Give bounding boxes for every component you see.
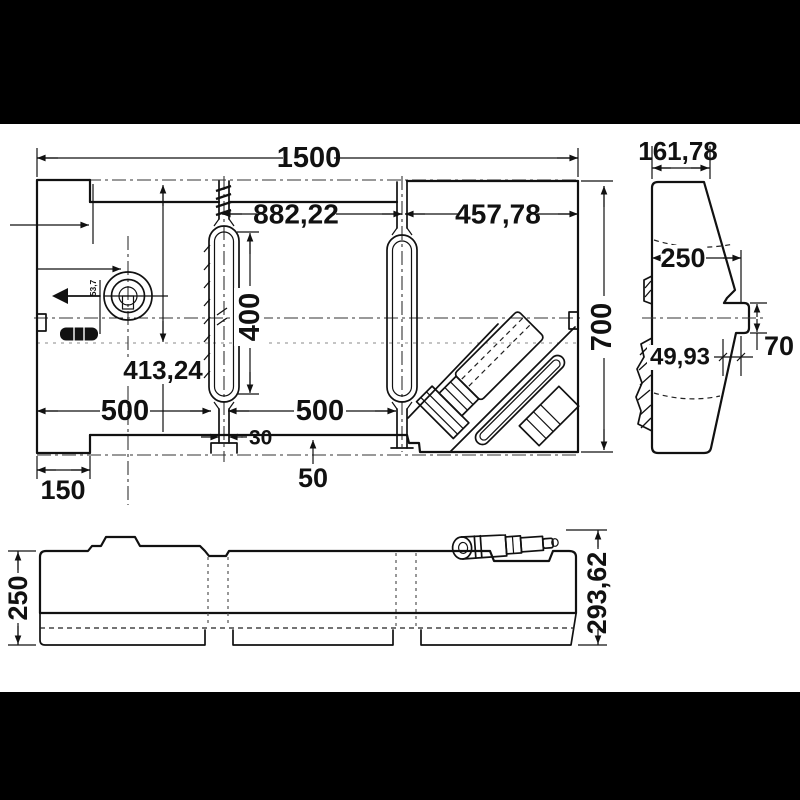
dim-500-left-label: 500 bbox=[100, 395, 150, 427]
dim-500-right-label: 500 bbox=[295, 395, 345, 427]
dim-457-label: 457,78 bbox=[455, 198, 541, 230]
hose-fitting bbox=[60, 328, 98, 341]
dim-161-label: 161,78 bbox=[638, 136, 718, 166]
dim-700-label: 700 bbox=[586, 302, 618, 352]
dim-30-label: 30 bbox=[249, 426, 273, 450]
dim-250-front-label: 250 bbox=[3, 575, 33, 621]
dim-293-label: 293,62 bbox=[582, 551, 612, 635]
dim-413-label: 413,24 bbox=[123, 355, 203, 385]
dim-250-side-label: 250 bbox=[660, 243, 706, 273]
letterbox-bottom bbox=[0, 692, 800, 800]
dim-70-label: 70 bbox=[763, 331, 795, 361]
dim-1500-label: 1500 bbox=[276, 142, 342, 174]
dim-150-label: 150 bbox=[40, 475, 86, 505]
dim-882-label: 882,22 bbox=[253, 198, 339, 230]
dim-50-label: 50 bbox=[297, 463, 329, 493]
dim-49-label: 49,93 bbox=[649, 343, 711, 371]
dim-53-label: 53,7 bbox=[88, 279, 98, 297]
dim-400-label: 400 bbox=[234, 292, 266, 342]
letterbox-top bbox=[0, 0, 800, 124]
